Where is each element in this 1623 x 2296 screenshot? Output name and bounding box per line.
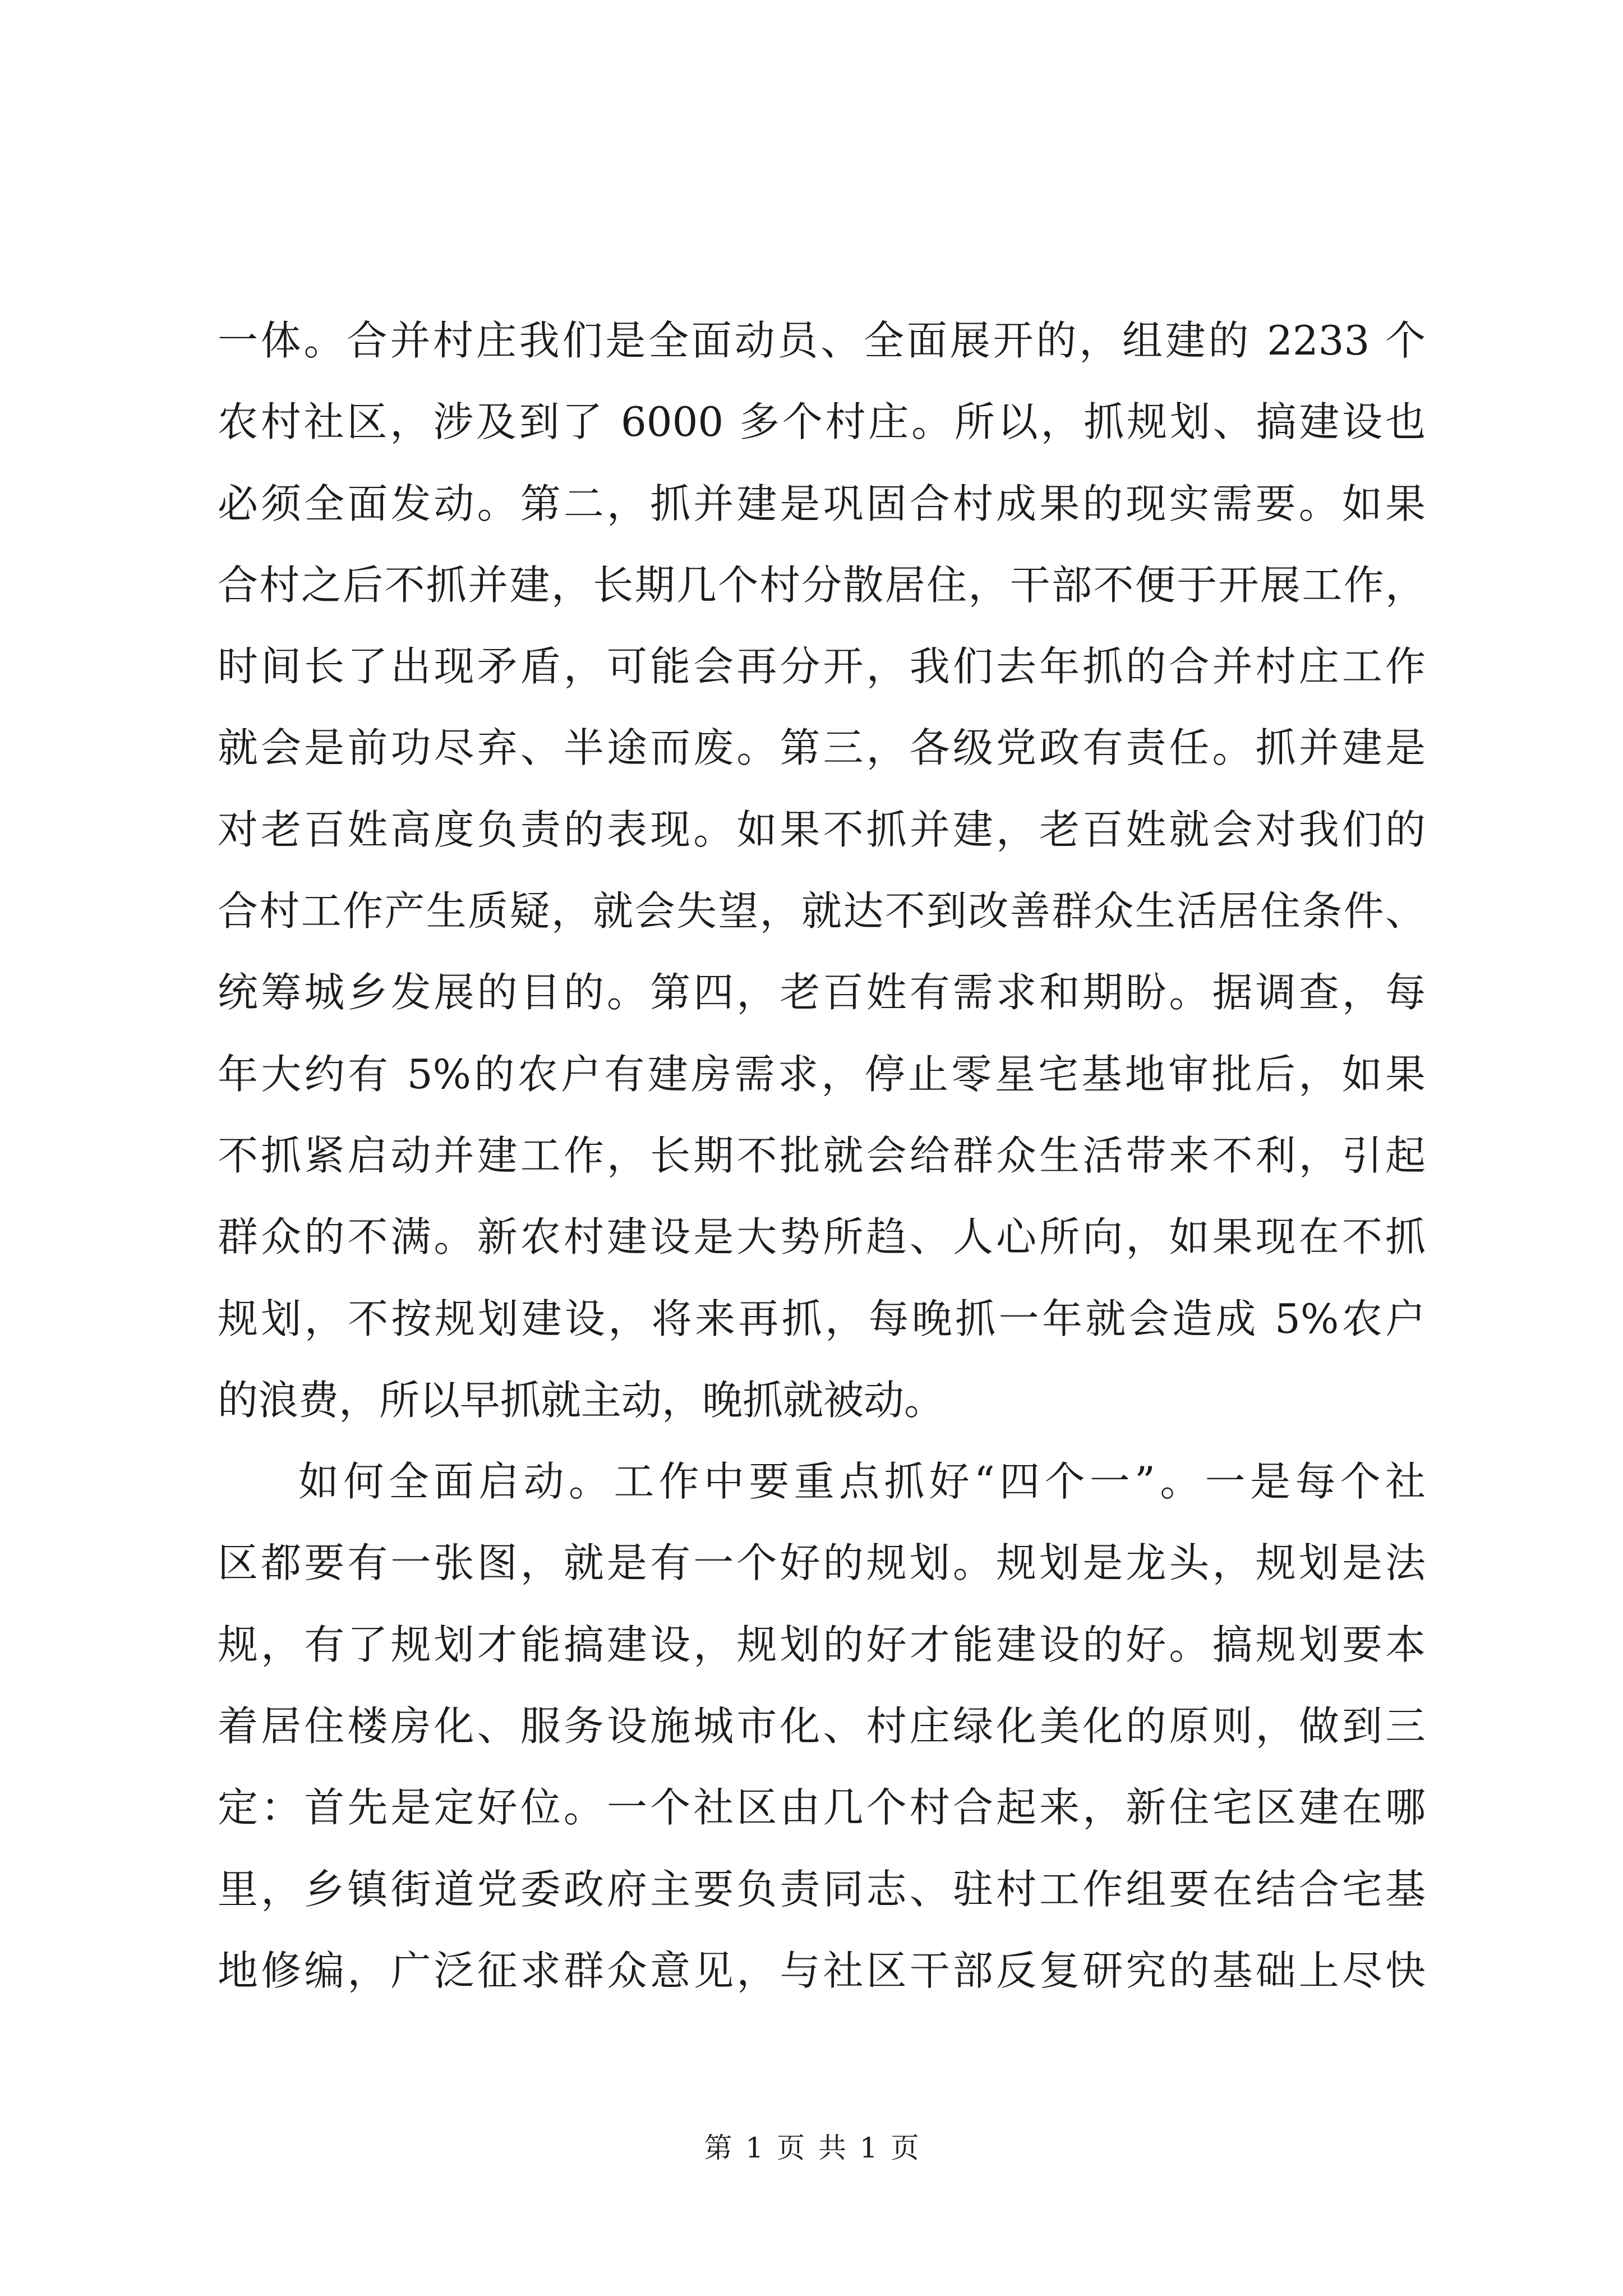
text-line: 对老百姓高度负责的表现。如果不抓并建，老百姓就会对我们的 xyxy=(218,806,1426,853)
text-line: 一体。合并村庄我们是全面动员、全面展开的，组建的 2233 个 xyxy=(218,317,1426,364)
text-line: 农村社区，涉及到了 6000 多个村庄。所以，抓规划、搞建设也 xyxy=(218,398,1426,446)
text-line: 着居住楼房化、服务设施城市化、村庄绿化美化的原则，做到三 xyxy=(218,1703,1426,1750)
text-line: 就会是前功尽弃、半途而废。第三，各级党政有责任。抓并建是 xyxy=(218,724,1426,772)
text-line: 合村工作产生质疑，就会失望，就达不到改善群众生活居住条件、 xyxy=(218,887,1426,935)
text-line: 里，乡镇街道党委政府主要负责同志、驻村工作组要在结合宅基 xyxy=(218,1865,1426,1913)
text-line: 地修编，广泛征求群众意见，与社区干部反复研究的基础上尽快 xyxy=(218,1947,1426,1994)
text-line: 年大约有 5%的农户有建房需求，停止零星宅基地审批后，如果 xyxy=(218,1050,1426,1098)
text-line: 规，有了规划才能搞建设，规划的好才能建设的好。搞规划要本 xyxy=(218,1621,1426,1668)
text-line: 群众的不满。新农村建设是大势所趋、人心所向，如果现在不抓 xyxy=(218,1213,1426,1261)
text-line: 合村之后不抓并建，长期几个村分散居住，干部不便于开展工作， xyxy=(218,561,1426,609)
text-line: 的浪费，所以早抓就主动，晚抓就被动。 xyxy=(218,1376,945,1424)
body-text xyxy=(218,300,1426,2012)
page-footer xyxy=(0,2130,1623,2166)
page-number-label: 第 1 页 共 1 页 xyxy=(704,2132,919,2164)
text-line: 统筹城乡发展的目的。第四，老百姓有需求和期盼。据调查，每 xyxy=(218,969,1426,1016)
text-line: 区都要有一张图，就是有一个好的规划。规划是龙头，规划是法 xyxy=(218,1539,1426,1587)
text-line: 必须全面发动。第二，抓并建是巩固合村成果的现实需要。如果 xyxy=(218,480,1426,527)
paragraph xyxy=(218,1441,1426,2012)
paragraph xyxy=(218,300,1426,1441)
text-line: 如何全面启动。工作中要重点抓好“四个一”。一是每个社 xyxy=(298,1458,1426,1506)
text-line: 不抓紧启动并建工作，长期不批就会给群众生活带来不利，引起 xyxy=(218,1131,1426,1179)
text-line: 规划，不按规划建设，将来再抓，每晚抓一年就会造成 5%农户 xyxy=(218,1295,1426,1342)
text-line: 定：首先是定好位。一个社区由几个村合起来，新住宅区建在哪 xyxy=(218,1784,1426,1832)
text-line: 时间长了出现矛盾，可能会再分开，我们去年抓的合并村庄工作 xyxy=(218,643,1426,691)
